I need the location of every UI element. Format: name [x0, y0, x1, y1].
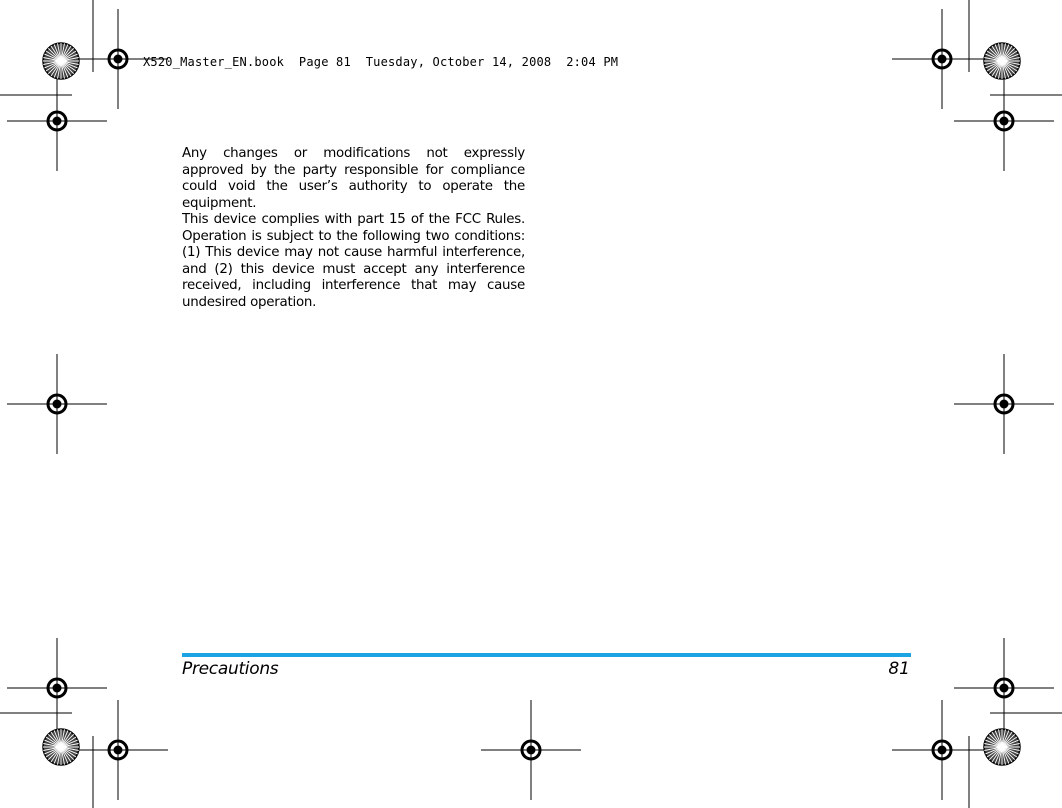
registration-target: [7, 354, 107, 454]
registration-target: [481, 700, 581, 800]
registration-target: [7, 638, 107, 738]
star-target: [984, 43, 1020, 79]
star-target: [43, 729, 79, 765]
paragraph-fcc-compliance: This device complies with part 15 of the FCC Rules. Operation is subject to the following two conditions: (1) This device may not cause harmful interference, and (2) this device must accept any interference received, including interference that may cause undesired operation.: [182, 212, 525, 310]
registration-target: [68, 700, 168, 800]
registration-target: [954, 638, 1054, 738]
page-number: 81: [888, 659, 910, 679]
main-text-column: [182, 146, 525, 311]
registration-target: [892, 700, 992, 800]
footer-section-title: Precautions: [182, 659, 279, 679]
registration-target: [954, 71, 1054, 171]
star-target: [43, 43, 79, 79]
paragraph-modifications-warning: Any changes or modifications not expressly approved by the party responsible for compliance could void the user’s authority to operate the equipment.: [182, 146, 525, 211]
registration-target: [7, 71, 107, 171]
star-target: [984, 729, 1020, 765]
book-header-slug: X520_Master_EN.book Page 81 Tuesday, October 14, 2008 2:04 PM: [143, 55, 619, 69]
registration-target: [892, 9, 992, 109]
footer-rule: [182, 653, 911, 657]
registration-target: [954, 354, 1054, 454]
